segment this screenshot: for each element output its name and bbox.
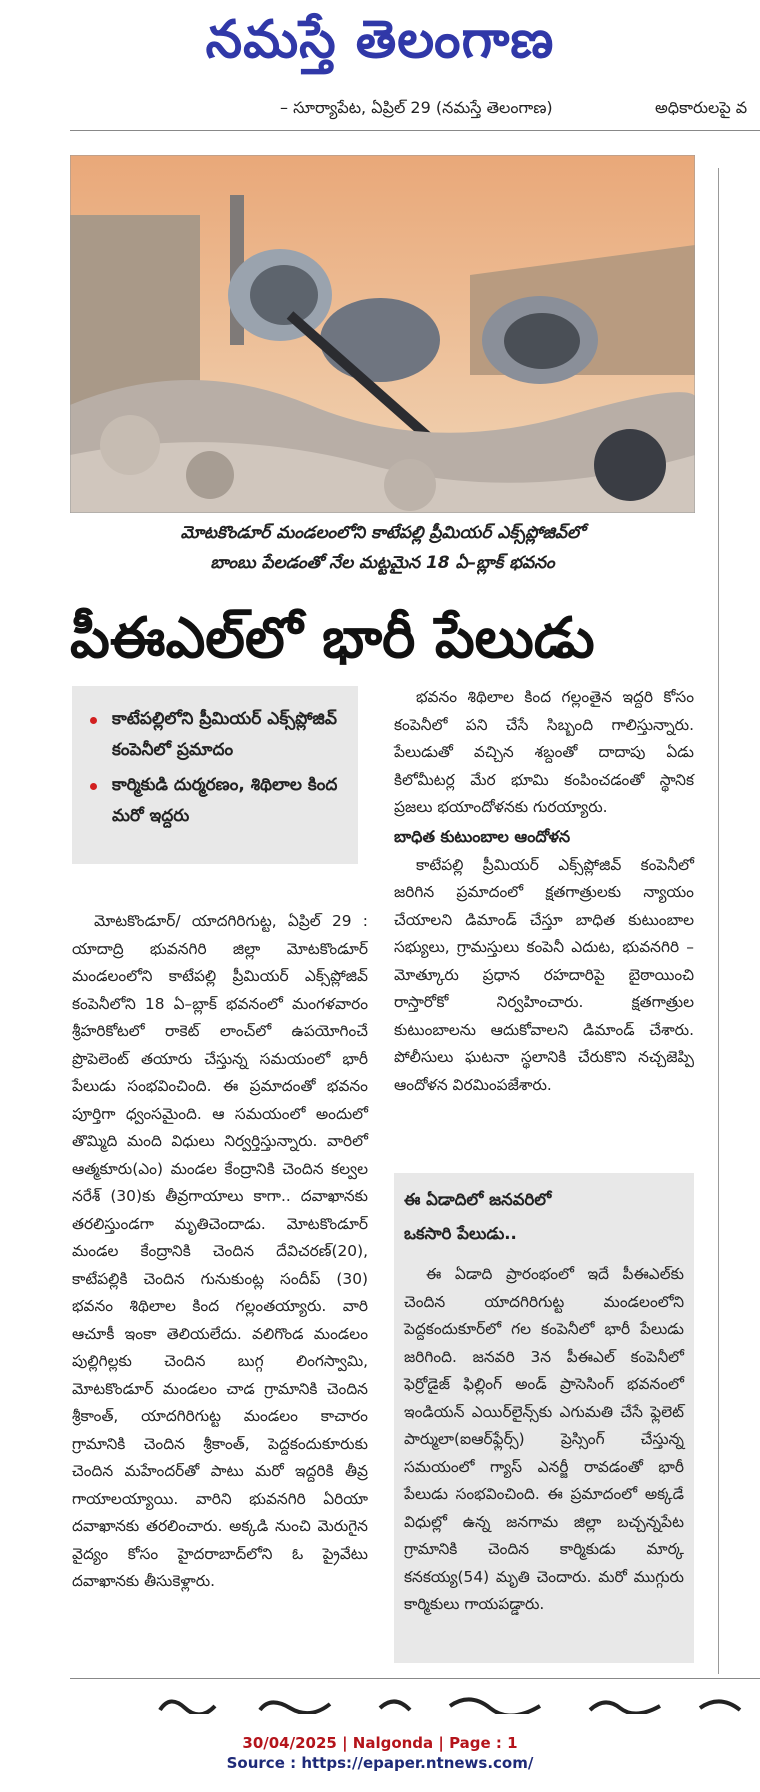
article-column-2 bbox=[394, 684, 694, 1099]
highlight-text: కార్మికుడి దుర్మరణం, శిథిలాల కింద మరో ఇద్దరు bbox=[112, 775, 338, 826]
bottom-divider bbox=[70, 1678, 760, 1679]
section-subhead: బాధిత కుటుంబాల ఆందోళన bbox=[394, 826, 571, 846]
article-body-paragraph: భవనం శిథిలాల కింద గల్లంతైన ఇద్దరి కోసం కంపెనీలో పని చేసే సిబ్బంది గాలిస్తున్నారు. పేలుడుతో వచ్చిన శబ్దంతో దాదాపు ఏడు కిలోమీటర్ల మేర భూమి కంపించడంతో స్థానిక ప్రజలు భయాందోళనకు గురయ్యారు. bbox=[394, 688, 694, 816]
footer-edition-info: 30/04/2025 | Nalgonda | Page : 1 bbox=[242, 1734, 518, 1752]
adjacent-headline-cut bbox=[140, 1692, 760, 1714]
box-body: ఈ ఏడాది ప్రారంభంలో ఇదే పీఈఎల్‌కు చెందిన యాదగిరిగుట్ట మండలంలోని పెద్దకందుకూర్‌లో గల కంపెనీలో భారీ పేలుడు జరిగింది. జనవరి 3న పీఈఎల్ కంపెనీలో ఫెర్రోడైజ్ ఫిల్లింగ్ అండ్ ప్రాసెసింగ్ భవనంలో ఇండియన్ ఎయిర్‌లైన్స్‌కు ఎగుమతి చేసే ఫ్లెలెట్ పార్ములా(ఐఆర్‌ఫ్లేర్స్) ప్రెస్సింగ్ చేస్తున్న సమయంలో గ్యాస్ ఎనర్జీ రావడంతో భారీ పేలుడు సంభవించింది. ఈ ప్రమాదంలో అక్కడే విధుల్లో ఉన్న జనగామ జిల్లా బచ్చన్నపేట గ్రామానికి చెందిన కార్మికుడు మార్క కనకయ్య(54) మృతి చెందారు. మరో ముగ్గురు కార్మికులు గాయపడ్డారు. bbox=[404, 1265, 684, 1613]
masthead-title: నమస్తే తెలంగాణ bbox=[205, 10, 555, 70]
adjacent-article-cut: అధికారులపై వ bbox=[655, 98, 748, 117]
footer-source-link[interactable]: Source : https://epaper.ntnews.com/ bbox=[226, 1754, 534, 1772]
article-body-paragraph: కాటేపల్లి ప్రీమియర్ ఎక్స్‌ప్లోజివ్ కంపెనీలో జరిగిన ప్రమాదంలో క్షతగాత్రులకు న్యాయం చేయాలని డిమాండ్ చేస్తూ బాధిత కుటుంబాల సభ్యులు, గ్రామస్తులు కంపెనీ ఎదుట, భువనగిరి – మోత్కూరు ప్రధాన రహదారిపై బైఠాయించి రాస్తారోకో నిర్వహించారు. క్షతగాత్రుల కుటుంబాలను ఆదుకోవాలని డిమాండ్ చేశారు. పోలీసులు ఘటనా స్థలానికి చేరుకొని నచ్చజెప్పి ఆందోళన విరమింపజేశారు. bbox=[394, 855, 694, 1094]
article-headline: పీఈఎల్‌లో భారీ పేలుడు bbox=[70, 606, 595, 671]
article-column-1 bbox=[72, 908, 368, 1596]
box-title-line-2: ఒకసారి పేలుడు.. bbox=[404, 1224, 517, 1243]
highlight-text: కాటేపల్లిలోని ప్రీమియర్ ఎక్స్‌ప్లోజివ్ కంపెనీలో ప్రమాదం bbox=[112, 709, 337, 760]
article-body-paragraph: మోటకొండూర్/ యాదగిరిగుట్ట, ఏప్రిల్ 29 : యాదాద్రి భువనగిరి జిల్లా మోటకొండూర్ మండలంలోని కాటేపల్లి ప్రీమియర్ ఎక్స్‌ప్లోజివ్ కంపెనీలోని 18 ఏ–బ్లాక్ భవనంలో మంగళవారం శ్రీహరికోటలో రాకెట్ లాంచ్‌లో ఉపయోగించే ప్రొపెలెంట్ తయారు చేస్తున్న సమయంలో భారీ పేలుడు సంభవించింది. ఈ ప్రమాదంతో భవనం పూర్తిగా ధ్వంసమైంది. ఆ సమయంలో అందులో తొమ్మిది మంది విధులు నిర్వర్తిస్తున్నారు. వారిలో ఆత్మకూరు(ఎం) మండల కేంద్రానికి చెందిన కల్వల నరేశ్ (30)కు తీవ్రగాయాలు కాగా.. దవాఖానకు తరలిస్తుండగా మృతిచెందాడు. మోటకొండూర్ మండల కేంద్రానికి చెందిన దేవిచరణ్(20), కాటేపల్లికి చెందిన గునుకుంట్ల సందీప్ (30) భవనం శిథిలాల కింద గల్లంతయ్యారు. వారి ఆచూకీ ఇంకా తెలియలేదు. వలిగొండ మండలం పుల్లిగిల్లకు చెందిన బుగ్గ లింగస్వామి, మోటకొండూర్ మండలం చాడ గ్రామానికి చెందిన శ్రీకాంత్, యాదగిరిగుట్ట మండలం కాచారం గ్రామానికి చెందిన శ్రీకాంత్, పెద్దకందుకూరుకు చెందిన మహేందర్‌తో పాటు మరో ఇద్దరికి తీవ్ర గాయాలయ్యాయి. వారిని భువనగిరి ఏరియా దవాఖానకు తరలించారు. అక్కడి నుంచి మెరుగైన వైద్యం కోసం హైదరాబాద్‌లోని ఓ ప్రైవేటు దవాఖానకు తీసుకెళ్లారు. bbox=[72, 912, 368, 1590]
highlight-item bbox=[90, 704, 348, 766]
photo-caption-line-2: బాంబు పేలడంతో నేల మట్టమైన 18 ఏ–బ్లాక్ భవనం bbox=[210, 553, 555, 573]
highlights-box bbox=[72, 686, 358, 864]
photo-caption bbox=[70, 518, 695, 578]
photo-caption-line-1: మోటకొండూర్ మండలంలోని కాటేపల్లి ప్రీమియర్ ఎక్స్‌ప్లోజివ్‌లో bbox=[180, 523, 585, 543]
related-incident-box bbox=[394, 1173, 694, 1663]
rubble-photo-illustration bbox=[70, 155, 695, 513]
top-divider bbox=[70, 130, 760, 131]
bullet-icon bbox=[90, 717, 97, 724]
bullet-icon bbox=[90, 783, 97, 790]
dateline: – సూర్యాపేట, ఏప్రిల్ 29 (నమస్తే తెలంగాణ) bbox=[280, 98, 553, 117]
box-title-line-1: ఈ ఏడాదిలో జనవరిలో bbox=[404, 1190, 552, 1209]
column-divider bbox=[718, 168, 719, 1674]
highlight-item bbox=[90, 770, 348, 832]
box-title bbox=[404, 1183, 684, 1251]
article-photo bbox=[70, 155, 695, 513]
